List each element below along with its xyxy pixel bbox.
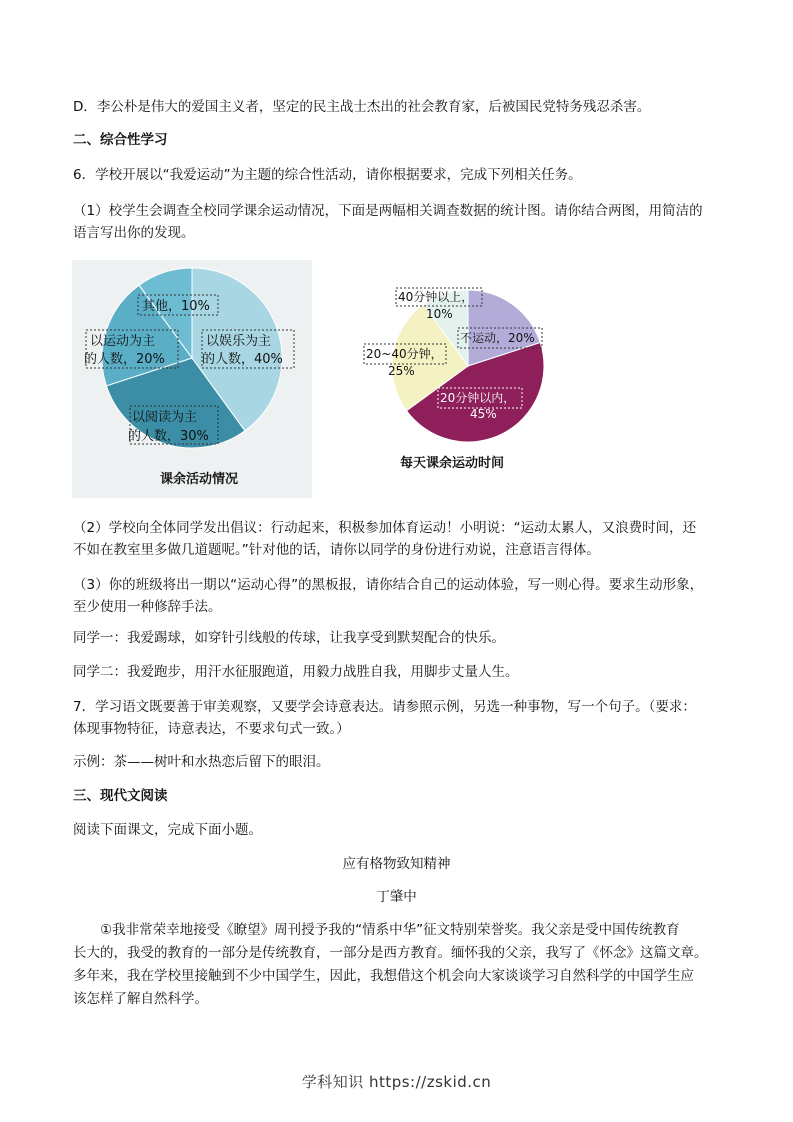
label-40plus-1: 40分钟以上， [398, 290, 474, 304]
label-exercise-1: 以运动为主 [90, 334, 156, 349]
question-6-3-line1: （3）你的班级将出一期以“运动心得”的黑板报，请你结合自己的运动体验，写一则心得。要求生动形象， [73, 577, 704, 593]
exercise-time-chart-title: 每天课余运动时间 [400, 456, 505, 471]
label-entertainment-1: 以娱乐为主 [206, 334, 272, 349]
question-6-2-line2: 不如在教室里多做几道题呢。”针对他的话，请你以同学的身份进行劝说，注意语言得体。 [73, 542, 600, 558]
reading-instruction: 阅读下面课文，完成下面小题。 [73, 822, 262, 838]
label-40plus-2: 10% [426, 307, 453, 321]
label-under20-1: 20分钟以内， [440, 391, 516, 405]
activity-pie-svg [72, 260, 312, 498]
activity-pie-chart [72, 260, 312, 498]
label-under20-2: 45% [470, 407, 497, 421]
question-6: 6．学校开展以“我爱运动”为主题的综合性活动，请你根据要求，完成下列相关任务。 [73, 167, 582, 183]
student-one: 同学一：我爱踢球，如穿针引线般的传球，让我享受到默契配合的快乐。 [73, 630, 505, 646]
paragraph-1-line4: 该怎样了解自然科学。 [73, 991, 208, 1007]
student-two: 同学二：我爱跑步，用汗水征服跑道，用毅力战胜自我，用脚步丈量人生。 [73, 664, 519, 680]
question-6-3-line2: 至少使用一种修辞手法。 [73, 599, 222, 615]
activity-chart-title: 课余活动情况 [160, 472, 239, 487]
question-7-line1: 7．学习语文既要善于审美观察，又要学会诗意表达。请参照示例，另选一种事物，写一个句子。（要求： [73, 699, 696, 715]
question-6-1-line2: 语言写出你的发现。 [73, 225, 195, 241]
exercise-time-pie-chart [352, 270, 552, 480]
label-entertainment-2: 的人数，40% [202, 352, 283, 367]
paragraph-1-line3: 多年来，我在学校里接触到不少中国学生，因此，我想借这个机会向大家谈谈学习自然科学的中国学生应 [73, 968, 694, 984]
question-6-1-line1: （1）校学生会调查全校同学课余运动情况，下面是两幅相关调查数据的统计图。请你结合两图，用简洁的 [73, 203, 703, 219]
section-3-heading: 三、现代文阅读 [73, 788, 168, 804]
paragraph-1-line1: ①我非常荣幸地接受《瞭望》周刊授予我的“情系中华”征文特别荣誉奖。我父亲是受中国传统教育 [100, 922, 680, 938]
footer-watermark: 学科知识 https://zskid.cn [301, 1073, 492, 1091]
label-20-40-1: 20~40分钟， [366, 347, 443, 361]
question-6-2-line1: （2）学校向全体同学发出倡议：行动起来，积极参加体育运动！小明说：“运动太累人，又浪费时间，还 [73, 520, 697, 536]
label-20-40-2: 25% [388, 364, 415, 378]
section-2-heading: 二、综合性学习 [73, 132, 168, 148]
question-7-line2: 体现事物特征，诗意表达，不要求句式一致。） [73, 721, 350, 737]
example-line: 示例：茶——树叶和水热恋后留下的眼泪。 [73, 754, 330, 770]
label-other: 其他，10% [142, 299, 210, 314]
paragraph-1-line2: 长大的，我受的教育的一部分是传统教育，一部分是西方教育。缅怀我的父亲，我写了《怀念》这篇文章。 [73, 945, 708, 961]
article-title: 应有格物致知精神 [342, 856, 451, 872]
label-exercise-2: 的人数，20% [84, 352, 165, 367]
label-reading-1: 以阅读为主 [132, 410, 198, 425]
label-none: 不运动，20% [460, 331, 535, 345]
exercise-time-pie-svg [352, 270, 552, 480]
label-reading-2: 的人数，30% [128, 429, 209, 444]
article-author: 丁肇中 [376, 889, 417, 905]
option-d: D．李公朴是伟大的爱国主义者，坚定的民主战士杰出的社会教育家，后被国民党特务残忍杀害。 [73, 99, 651, 115]
